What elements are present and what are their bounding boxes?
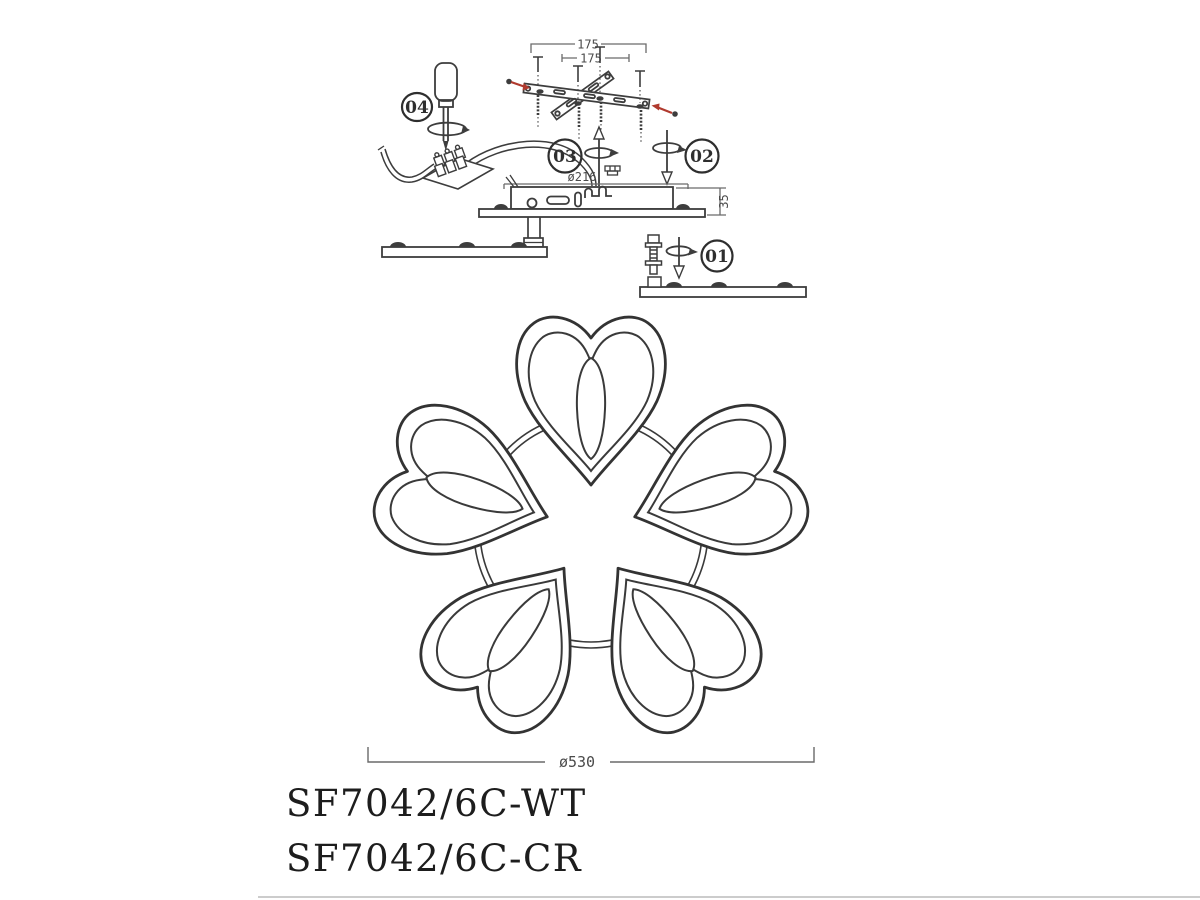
dim-175-outer: 175 <box>577 37 599 52</box>
step-03-label: 03 <box>553 147 577 167</box>
petal <box>517 317 666 485</box>
flower-fixture <box>365 317 818 748</box>
screwdriver-icon <box>428 63 470 151</box>
base-plate <box>479 209 705 217</box>
petal <box>405 525 624 748</box>
step-01-label: 01 <box>705 247 729 267</box>
model-number-chrome: SF7042/6C-CR <box>286 837 583 880</box>
model-number-white: SF7042/6C-WT <box>286 782 587 825</box>
step-02-label: 02 <box>690 147 714 167</box>
step-01-group <box>640 235 806 297</box>
step-04-label: 04 <box>405 98 429 118</box>
ceiling-bar-right <box>640 287 806 297</box>
dim-175-inner: 175 <box>580 51 602 66</box>
stud-icon <box>646 235 662 274</box>
step-04-group <box>378 63 596 189</box>
assembly-diagram <box>378 38 806 298</box>
dome-nut-icon <box>536 89 543 94</box>
dim-fixture-diameter: ø530 <box>558 753 596 771</box>
ceiling-bar-left <box>382 247 547 257</box>
dimension-fixture-diameter <box>368 747 814 771</box>
center-post <box>524 217 543 247</box>
dimension-cross-span-inner <box>562 52 629 66</box>
dim-height-35: 35 <box>717 194 731 209</box>
step-02-group <box>605 130 719 184</box>
terminal-block <box>423 144 493 189</box>
side-screw-right-icon <box>652 104 678 117</box>
petal <box>558 525 777 748</box>
rotate-down-arrow-icon <box>667 237 699 278</box>
flower-petals <box>365 317 818 748</box>
rotate-down-arrow-icon <box>653 130 687 184</box>
dim-canopy-diameter: ø216 <box>567 170 597 184</box>
small-nut-icon <box>605 166 620 175</box>
